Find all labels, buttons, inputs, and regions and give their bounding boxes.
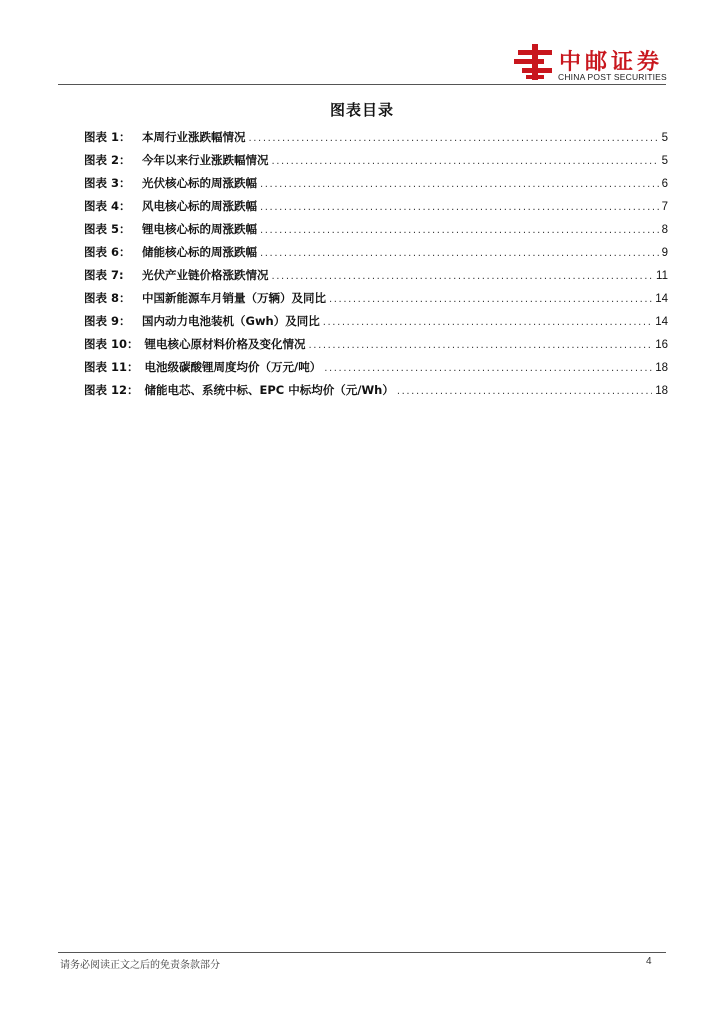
toc-entry-label: 图表 2： — [84, 153, 131, 167]
toc-leader-dots — [309, 340, 653, 351]
toc-entry-label: 图表 12： — [84, 383, 139, 397]
toc-title: 图表目录 — [329, 101, 394, 119]
toc-leader-dots — [323, 317, 652, 328]
toc-entry-text: 储能电芯、系统中标、EPC 中标均价（元/Wh） — [144, 383, 394, 397]
toc-entry-label: 图表 5： — [84, 222, 131, 236]
brand-name-cn: 中邮证券 — [559, 50, 664, 75]
toc-entry-page: 11 — [656, 270, 668, 282]
toc-entry[interactable] — [84, 198, 668, 221]
toc-entry-text: 光伏核心标的周涨跌幅 — [142, 176, 257, 190]
toc-entry-text: 本周行业涨跌幅情况 — [142, 130, 246, 144]
toc-entry[interactable] — [84, 244, 668, 267]
toc-leader-dots — [324, 363, 652, 374]
toc-entry-text: 今年以来行业涨跌幅情况 — [142, 153, 269, 167]
toc-entry[interactable] — [84, 129, 668, 152]
toc-entry-label: 图表 7: — [84, 268, 124, 282]
toc-entry-text: 中国新能源车月销量（万辆）及同比 — [142, 291, 326, 305]
toc-entry-text: 电池级碳酸锂周度均价（万元/吨） — [144, 360, 322, 374]
toc-entry-text: 国内动力电池装机（Gwh）及同比 — [142, 314, 320, 328]
toc-entry-page: 5 — [661, 155, 668, 167]
toc-leader-dots — [260, 202, 659, 213]
toc-leader-dots — [272, 156, 659, 167]
toc-entry-text: 储能核心标的周涨跌幅 — [142, 245, 257, 259]
toc-leader-dots — [249, 133, 659, 144]
toc-entry-page: 8 — [661, 224, 668, 236]
toc-entry-page: 9 — [661, 247, 668, 259]
toc-entry-page: 16 — [655, 339, 668, 351]
header-divider — [58, 84, 666, 85]
toc-entry[interactable] — [84, 336, 668, 359]
toc-entry-text: 锂电核心标的周涨跌幅 — [142, 222, 257, 236]
footer-disclaimer: 请务必阅读正文之后的免责条款部分 — [60, 960, 220, 971]
toc-entry[interactable] — [84, 267, 668, 290]
toc-entry[interactable] — [84, 152, 668, 175]
toc-leader-dots — [260, 225, 659, 236]
china-post-logo-icon — [512, 44, 556, 80]
toc-leader-dots — [329, 294, 652, 305]
footer-page-number: 4 — [646, 956, 652, 967]
brand-logo — [512, 44, 672, 84]
toc-entry-text: 锂电核心原材料价格及变化情况 — [144, 337, 306, 351]
toc-entry-text: 风电核心标的周涨跌幅 — [142, 199, 257, 213]
toc-entry-label: 图表 4： — [84, 199, 131, 213]
toc-entry-page: 5 — [661, 132, 668, 144]
toc-entry-label: 图表 9： — [84, 314, 131, 328]
footer-divider — [58, 952, 666, 953]
toc-leader-dots — [272, 271, 654, 282]
toc-entry-page: 18 — [655, 385, 668, 397]
toc-entry-label: 图表 8： — [84, 291, 131, 305]
toc-leader-dots — [397, 386, 652, 397]
toc-entry-label: 图表 6： — [84, 245, 131, 259]
toc-leader-dots — [260, 248, 659, 259]
toc-entry-label: 图表 3： — [84, 176, 131, 190]
toc-entry[interactable] — [84, 290, 668, 313]
toc-entry[interactable] — [84, 175, 668, 198]
toc-entry-page: 7 — [661, 201, 668, 213]
toc-entry-page: 14 — [655, 293, 668, 305]
toc-entry-page: 6 — [661, 178, 668, 190]
toc-entry-label: 图表 10： — [84, 337, 139, 351]
toc-entry-text: 光伏产业链价格涨跌情况 — [142, 268, 269, 282]
toc-list — [84, 129, 668, 405]
toc-entry[interactable] — [84, 313, 668, 336]
toc-leader-dots — [260, 179, 659, 190]
toc-entry-label: 图表 1： — [84, 130, 131, 144]
toc-entry[interactable] — [84, 359, 668, 382]
toc-entry[interactable] — [84, 221, 668, 244]
toc-entry-label: 图表 11： — [84, 360, 139, 374]
brand-name-en: CHINA POST SECURITIES — [558, 72, 667, 82]
toc-entry-page: 14 — [655, 316, 668, 328]
toc-entry-page: 18 — [655, 362, 668, 374]
toc-entry[interactable] — [84, 382, 668, 405]
